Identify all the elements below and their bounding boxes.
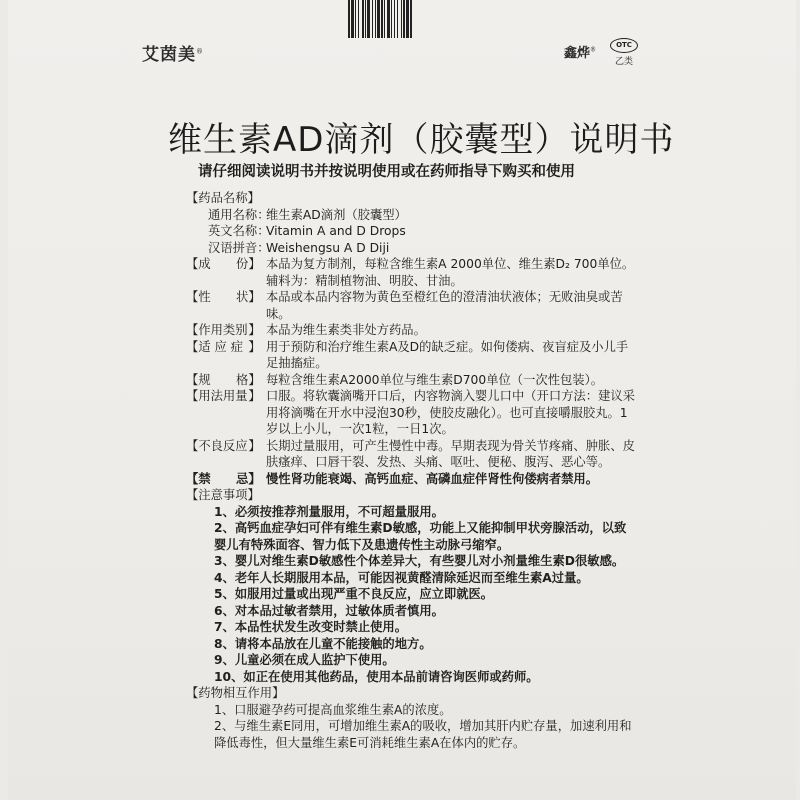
list-item-number: 3、 (214, 554, 235, 568)
list-item-number: 10、 (214, 669, 244, 684)
list-item (186, 520, 636, 553)
english-name-value: Vitamin A and D Drops (266, 224, 406, 238)
precautions-heading: 【注意事项】 (186, 488, 260, 502)
list-item-number: 9、 (214, 653, 235, 667)
document-title: 维生素AD滴剂（胶囊型）说明书 (168, 120, 675, 160)
list-item-text: 口服避孕药可提高血浆维生素A的浓度。 (234, 702, 452, 717)
list-item-number: 1、 (214, 702, 235, 717)
list-item-number: 2、 (214, 521, 235, 535)
pinyin-row (186, 240, 636, 257)
fields-list (186, 256, 636, 487)
list-item-number: 7、 (214, 620, 235, 634)
list-item (186, 553, 636, 570)
field-value: 用于预防和治疗维生素A及D的缺乏症。如佝偻病、夜盲症及小儿手足抽搐症。 (266, 339, 629, 370)
field-row (186, 372, 636, 389)
list-item-text: 如正在使用其他药品，使用本品前请咨询医师或药师。 (243, 669, 539, 684)
list-item (186, 603, 636, 620)
drug-name-heading: 【药品名称】 (186, 191, 260, 205)
otc-class: 乙类 (614, 57, 633, 67)
list-item-number: 4、 (214, 570, 235, 585)
barcode (348, 0, 448, 40)
list-item-number: 5、 (214, 587, 235, 601)
list-item-text: 婴儿对维生素D敏感性个体差异大，有些婴儿对小剂量维生素D很敏感。 (234, 554, 625, 568)
brand-logo-right: 鑫烨® (564, 46, 597, 61)
field-row (186, 322, 636, 339)
list-item (186, 586, 636, 603)
field-label: 【 性 状 】 (186, 290, 261, 304)
field-value: 口服。将软囊滴嘴开口后，内容物滴入婴儿口中（开口方法：建议采用将滴嘴在开水中浸泡30秒，使胶皮融化）。也可直接嚼服胶丸。1岁以上小儿，一次1粒，一日1次。 (266, 389, 635, 436)
generic-name-row (186, 207, 636, 224)
list-item (186, 570, 636, 587)
leaflet-body (186, 190, 636, 751)
interactions-heading: 【药物相互作用】 (186, 686, 285, 700)
field-row (186, 388, 636, 438)
field-row (186, 438, 636, 471)
list-item-number: 1、 (214, 504, 235, 519)
list-item (186, 718, 636, 751)
list-item (186, 669, 636, 686)
list-item-text: 高钙血症孕妇可伴有维生素D敏感，功能上又能抑制甲状旁腺活动，以致婴儿有特殊面容、智力低下及患遗传性主动脉弓缩窄。 (214, 521, 627, 552)
field-row (186, 471, 636, 488)
list-item (186, 652, 636, 669)
field-label: 【 不良反应 】 (186, 438, 261, 453)
list-item (186, 702, 636, 719)
field-row (186, 256, 636, 289)
leaflet-sheet (8, 0, 796, 800)
list-item (186, 636, 636, 653)
field-value: 长期过量服用，可产生慢性中毒。早期表现为骨关节疼痛、肿胀、皮肤瘙痒、口唇干裂、发热、头痛、呕吐、便秘、腹泻、恶心等。 (266, 438, 635, 469)
list-item-text: 如服用过量或出现严重不良反应，应立即就医。 (234, 587, 494, 601)
field-value: 本品为维生素类非处方药品。 (266, 323, 426, 337)
field-value: 本品为复方制剂，每粒含维生素A 2000单位、维生素D₂ 700单位。辅料为：精制植物油、明胶、甘油。 (266, 257, 635, 288)
english-name-row (186, 223, 636, 240)
otc-badge (610, 38, 638, 67)
list-item-number: 6、 (214, 603, 235, 618)
field-label: 【 成 份 】 (186, 257, 261, 271)
pinyin-label: 汉语拼音： (208, 240, 270, 255)
list-item-text: 与维生素E同用，可增加维生素A的吸收，增加其肝内贮存量，加速利用和降低毒性，但大量维生素E可消耗维生素A在体内的贮存。 (214, 719, 632, 750)
field-label: 【 适 应 症 】 (186, 339, 261, 354)
english-name-label: 英文名称： (208, 224, 270, 238)
field-label: 【 用法用量 】 (186, 389, 261, 403)
barcode-bar (412, 0, 413, 38)
list-item-text: 儿童必须在成人监护下使用。 (234, 653, 395, 667)
field-label: 【 作用类别 】 (186, 323, 261, 337)
list-item-text: 老年人长期服用本品，可能因视黄醛清除延迟而至维生素A过量。 (234, 570, 589, 585)
list-item-number: 2、 (214, 719, 235, 733)
brand-logo-left: 艾茵美® (142, 45, 204, 65)
field-row (186, 339, 636, 372)
list-item-text: 必须按推荐剂量服用，不可超量服用。 (234, 504, 444, 519)
field-value: 每粒含维生素A2000单位与维生素D700单位（一次性包装）。 (266, 372, 604, 387)
document-subtitle: 请仔细阅读说明书并按说明使用或在药师指导下购买和使用 (198, 164, 575, 180)
field-value: 慢性肾功能衰竭、高钙血症、高磷血症伴肾性佝偻病者禁用。 (266, 471, 599, 486)
list-item-text: 对本品过敏者禁用，过敏体质者慎用。 (234, 603, 444, 618)
generic-name-value: 维生素AD滴剂（胶囊型） (266, 207, 407, 222)
interactions-list (186, 702, 636, 752)
precautions-list (186, 504, 636, 686)
list-item-number: 8、 (214, 636, 235, 651)
field-row (186, 289, 636, 322)
list-item (186, 504, 636, 521)
list-item-text: 请将本品放在儿童不能接触的地方。 (234, 636, 432, 651)
list-item (186, 619, 636, 636)
otc-mark: OTC (610, 38, 638, 53)
field-label: 【 规 格 】 (186, 372, 261, 387)
field-value: 本品或本品内容物为黄色至橙红色的澄清油状液体；无败油臭或苦味。 (266, 290, 623, 321)
field-label: 【 禁 忌 】 (186, 471, 261, 486)
pinyin-value: Weishengsu A D Diji (266, 240, 390, 255)
generic-name-label: 通用名称： (208, 207, 270, 222)
list-item-text: 本品性状发生改变时禁止使用。 (234, 620, 408, 634)
